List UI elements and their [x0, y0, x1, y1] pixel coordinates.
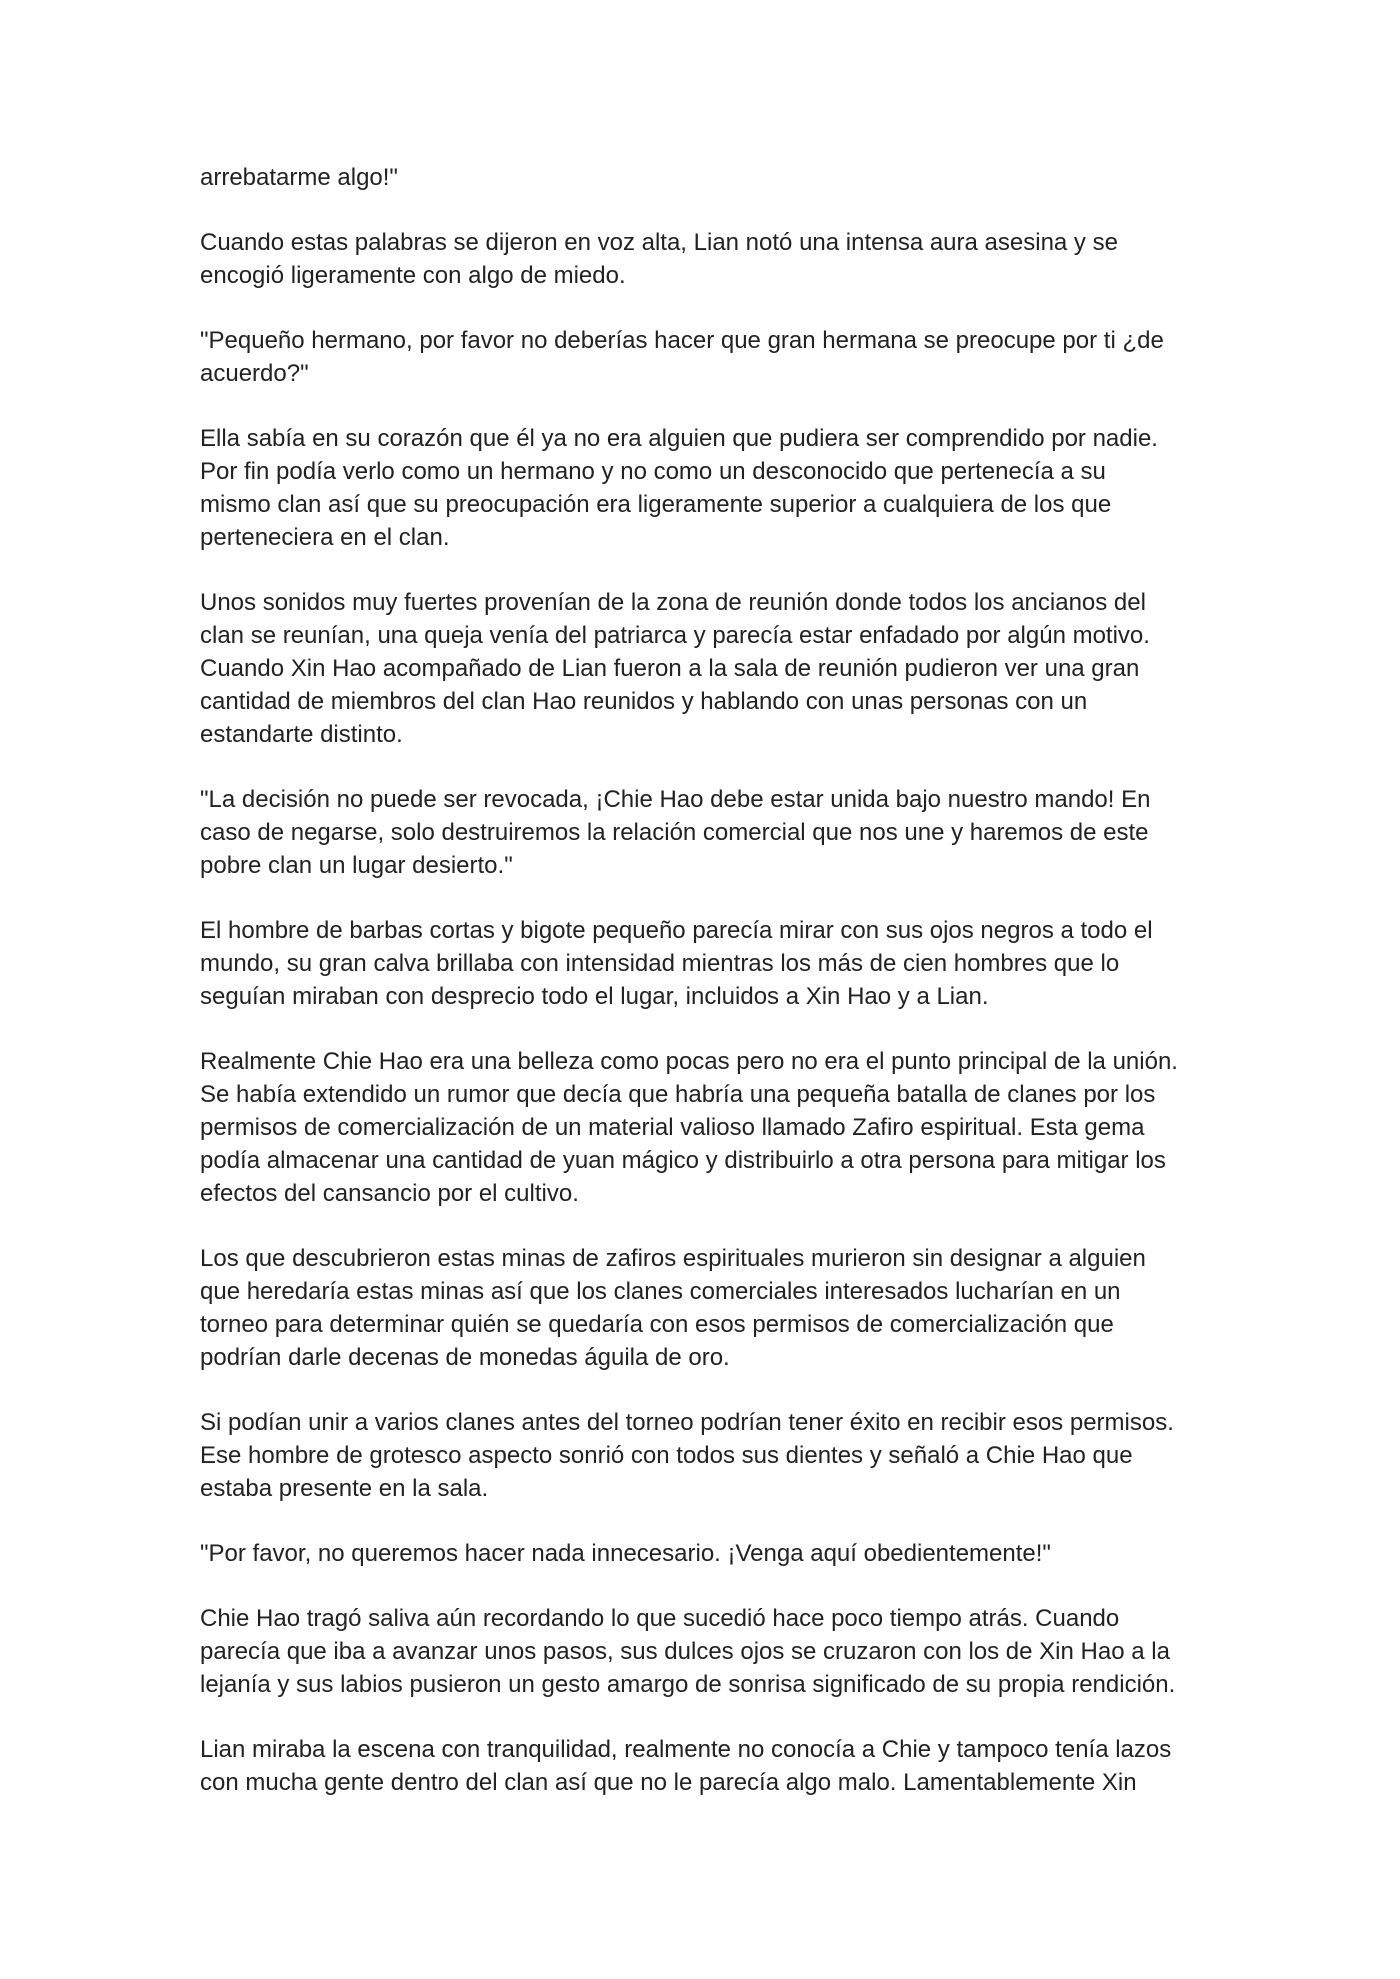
paragraph-2: Cuando estas palabras se dijeron en voz alta, Lian notó una intensa aura asesina y se encogió ligeramente con algo de miedo. — [200, 229, 1118, 289]
paragraph-1: arrebatarme algo!" — [200, 164, 398, 191]
paragraph-5: Unos sonidos muy fuertes provenían de la zona de reunión donde todos los ancianos del clan se reunían, una queja venía del patriarca y parecía estar enfadado por algún motivo. Cuando Xin Hao acompañado de Lian fueron a la sala de reunión pudieron ver una gran cantidad de miembros del clan Hao reunidos y hablando con unas personas con un estandarte distinto. — [200, 589, 1150, 748]
paragraph-13: Lian miraba la escena con tranquilidad, realmente no conocía a Chie y tampoco tenía lazos con mucha gente dentro del clan así que no le parecía algo malo. Lamentablemente Xin — [200, 1736, 1172, 1796]
document-body — [200, 161, 1230, 1799]
paragraph-10: Si podían unir a varios clanes antes del torneo podrían tener éxito en recibir esos permisos. Ese hombre de grotesco aspecto sonrió con todos sus dientes y señaló a Chie Hao que estaba presente en la sala. — [200, 1409, 1174, 1502]
paragraph-4: Ella sabía en su corazón que él ya no era alguien que pudiera ser comprendido por nadie. Por fin podía verlo como un hermano y no como un desconocido que pertenecía a su mismo clan así que su preocupación era ligeramente superior a cualquiera de los que perteneciera en el clan. — [200, 425, 1158, 551]
paragraph-8: Realmente Chie Hao era una belleza como pocas pero no era el punto principal de la unión. Se había extendido un rumor que decía que habría una pequeña batalla de clanes por los permisos de comercialización de un material valioso llamado Zafiro espiritual. Esta gema podía almacenar una cantidad de yuan mágico y distribuirlo a otra persona para mitigar los efectos del cansancio por el cultivo. — [200, 1048, 1178, 1207]
paragraph-7: El hombre de barbas cortas y bigote pequeño parecía mirar con sus ojos negros a todo el mundo, su gran calva brillaba con intensidad mientras los más de cien hombres que lo seguían miraban con desprecio todo el lugar, incluidos a Xin Hao y a Lian. — [200, 917, 1153, 1010]
paragraph-3: "Pequeño hermano, por favor no deberías hacer que gran hermana se preocupe por ti ¿de acuerdo?" — [200, 327, 1164, 387]
paragraph-11: "Por favor, no queremos hacer nada innecesario. ¡Venga aquí obedientemente!" — [200, 1540, 1051, 1567]
paragraph-9: Los que descubrieron estas minas de zafiros espirituales murieron sin designar a alguien que heredaría estas minas así que los clanes comerciales interesados lucharían en un torneo para determinar quién se quedaría con esos permisos de comercialización que podrían darle decenas de monedas águila de oro. — [200, 1245, 1146, 1371]
paragraph-6: "La decisión no puede ser revocada, ¡Chie Hao debe estar unida bajo nuestro mando! En caso de negarse, solo destruiremos la relación comercial que nos une y haremos de este pobre clan un lugar desierto." — [200, 786, 1151, 879]
paragraph-12: Chie Hao tragó saliva aún recordando lo que sucedió hace poco tiempo atrás. Cuando parecía que iba a avanzar unos pasos, sus dulces ojos se cruzaron con los de Xin Hao a la lejanía y sus labios pusieron un gesto amargo de sonrisa significado de su propia rendición. — [200, 1605, 1176, 1698]
